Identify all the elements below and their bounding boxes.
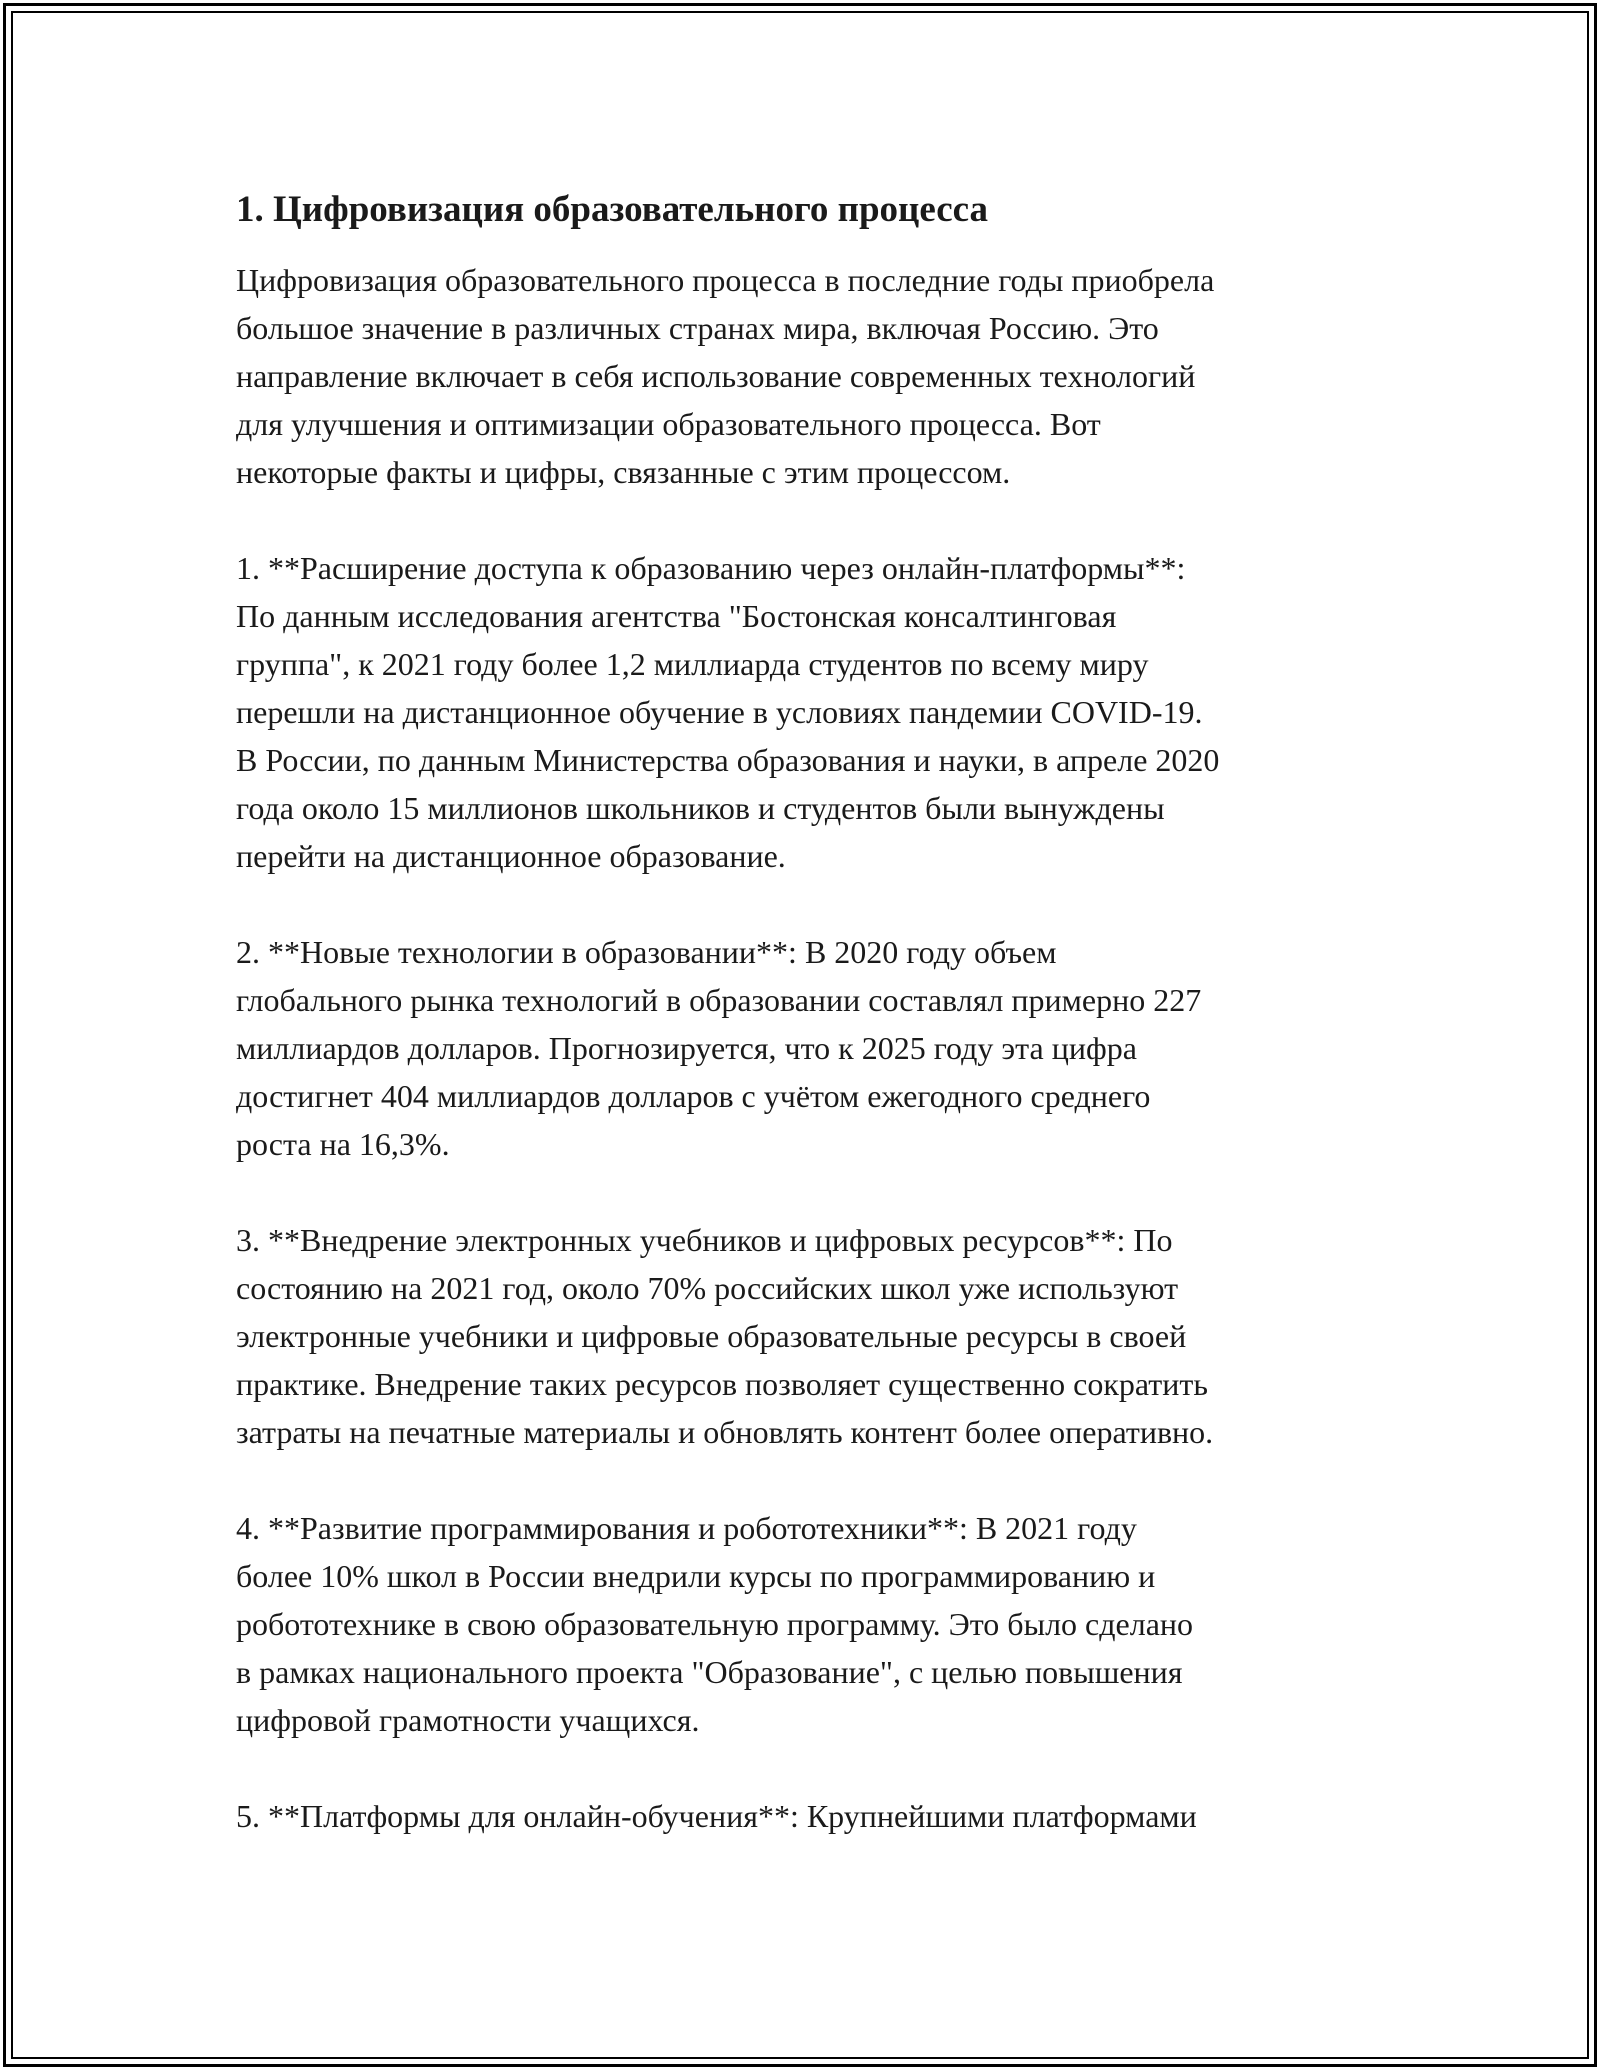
intro-paragraph: Цифровизация образовательного процесса в последние годы приобрела большое значение в различных странах мира, включая Россию. Это направление включает в себя использование современных технологий для улучшения и оптимизации образовательного процесса. Вот некоторые факты и цифры, связанные с этим процессом. [236, 262, 1215, 490]
list-item-3-paragraph: 3. **Внедрение электронных учебников и цифровых ресурсов**: По состоянию на 2021 год, около 70% российских школ уже используют электронные учебники и цифровые образовательные ресурсы в своей практике. Внедрение таких ресурсов позволяет существенно сократить затраты на печатные материалы и обновлять контент более оперативно. [236, 1222, 1214, 1450]
document-page [236, 186, 1386, 1888]
list-item-4-paragraph: 4. **Развитие программирования и робототехники**: В 2021 году более 10% школ в России внедрили курсы по программированию и робототехнике в свою образовательную программу. Это было сделано в рамках национального проекта "Образование", с целью повышения цифровой грамотности учащихся. [236, 1510, 1194, 1738]
document-title: 1. Цифровизация образовательного процесса [236, 189, 989, 230]
list-item-2-paragraph: 2. **Новые технологии в образовании**: В 2020 году объем глобального рынка технологий в образовании составлял примерно 227 миллиардов долларов. Прогнозируется, что к 2025 году эта цифра достигнет 404 миллиардов долларов с учётом ежегодного среднего роста на 16,3%. [236, 934, 1202, 1162]
list-item-5-paragraph: 5. **Платформы для онлайн-обучения**: Крупнейшими платформами [236, 1798, 1197, 1834]
list-item-1-paragraph: 1. **Расширение доступа к образованию через онлайн-платформы**: По данным исследования агентства "Бостонская консалтинговая группа", к 2021 году более 1,2 миллиарда студентов по всему миру перешли на дистанционное обучение в условиях пандемии COVID-19. В России, по данным Министерства образования и науки, в апреле 2020 года около 15 миллионов школьников и студентов были вынуждены перейти на дистанционное образование. [236, 550, 1220, 874]
